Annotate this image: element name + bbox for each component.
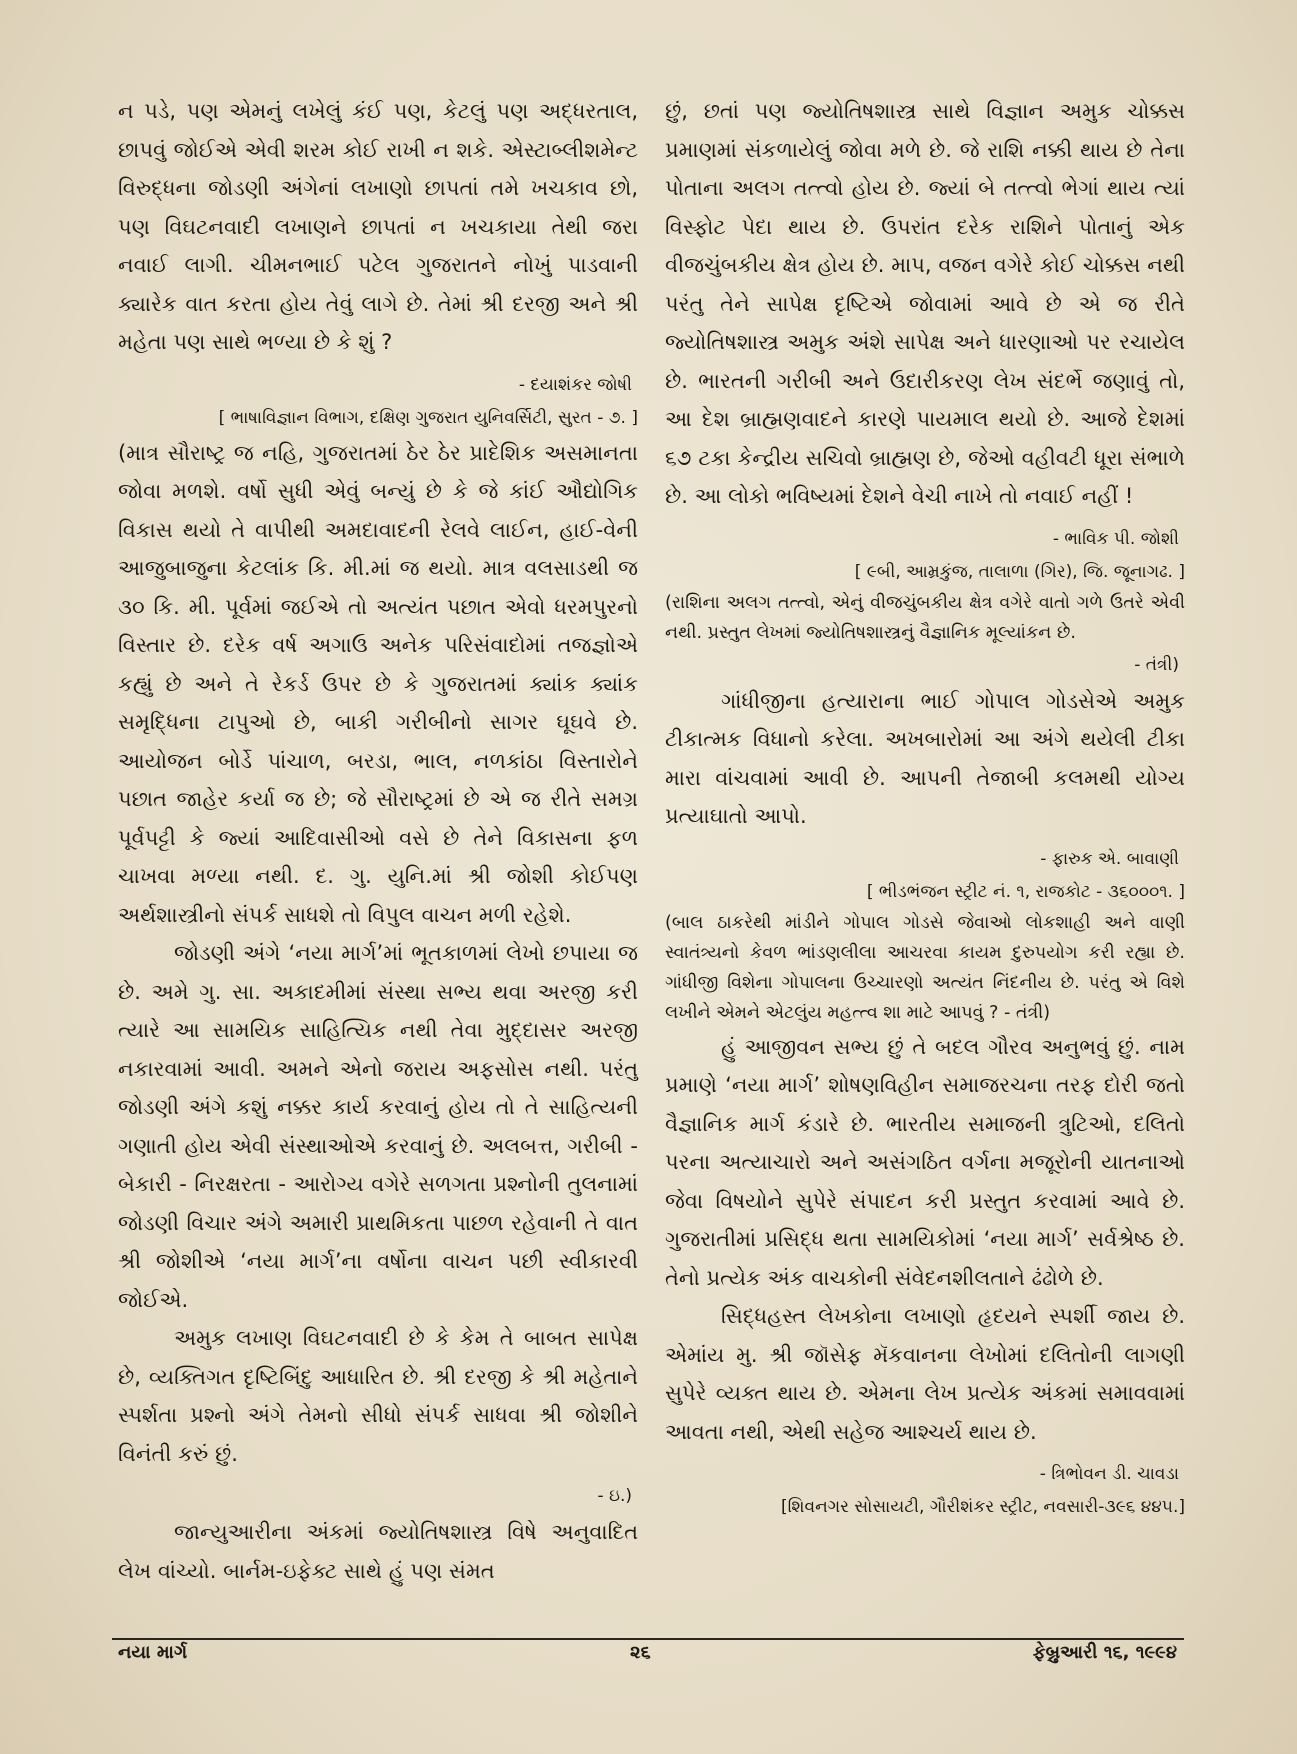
letter-paragraph: ગાંધીજીના હત્યારાના ભાઈ ગોપાલ ગોડસેએ અમુક ટીકાત્મક વિધાનો કરેલા. અખબારોમાં આ અંગે થયેલી ટીકા મારા વાંચવામાં આવી છે. આપની તેજાબી કલમથી યોગ્ય પ્રત્યાઘાતો આપો. [665, 688, 1185, 828]
editor-reply-paragraph: જોડણી અંગે ‘નયા માર્ગ’માં ભૂતકાળમાં લેખો છપાયા જ છે. અમે ગુ. સા. અકાદમીમાં સંસ્થા સભ્ય થવા અરજી કરી ત્યારે આ સામયિક સાહિત્યિક નથી તેવા મુદ્દાસર અરજી નકારવામાં આવી. અમને એનો જરાય અફસોસ નથી. પરંતુ જોડણી અંગે કશું નક્કર કાર્ય કરવાનું હોય તો તે સાહિત્યની ગણાતી હોય એવી સંસ્થાઓએ કરવાનું છે. અલબત્ત, ગરીબી - બેકારી - નિરક્ષરતા - આરોગ્ય વગેરે સળગતા પ્રશ્નોની તુલનામાં જોડણી વિચાર અંગે અમારી પ્રાથમિકતા પાછળ રહેવાની તે વાત શ્રી જોશીએ ‘નયા માર્ગ’ના વર્ષોના વાચન પછી સ્વીકારવી જોઈએ. [118, 941, 638, 1312]
letter-paragraph: હું આજીવન સભ્ય છું તે બદલ ગૌરવ અનુભવું છું. નામ પ્રમાણે ‘નયા માર્ગ’ શોષણવિહીન સમાજરચના તરફ દોરી જતો વૈજ્ઞાનિક માર્ગ કંડારે છે. ભારતીય સમાજની ત્રુટિઓ, દલિતો પરના અત્યાચારો અને અસંગઠિત વર્ગના મજૂરોની યાતનાઓ જેવા વિષયોને સુપેરે સંપાદન કરી પ્રસ્તુત કરવામાં આવે છે. ગુજરાતીમાં પ્રસિદ્ધ થતા સામયિકોમાં ‘નયા માર્ગ’ સર્વશ્રેષ્ઠ છે. તેનો પ્રત્યેક અંક વાચકોની સંવેદનશીલતાને ઢંઢોળે છે. [665, 1034, 1185, 1290]
letter-paragraph: છું, છતાં પણ જ્યોતિષશાસ્ત્ર સાથે વિજ્ઞાન અમુક ચોક્કસ પ્રમાણમાં સંકળાયેલું જોવા મળે છે. જે રાશિ નક્કી થાય છે તેના પોતાના અલગ તત્ત્વો હોય છે. જ્યાં બે તત્ત્વો ભેગાં થાય ત્યાં વિસ્ફોટ પેદા થાય છે. ઉપરાંત દરેક રાશિને પોતાનું એક વીજચુંબકીય ક્ષેત્ર હોય છે. માપ, વજન વગેરે કોઈ ચોક્કસ નથી પરંતુ તેને સાપેક્ષ દૃષ્ટિએ જોવામાં આવે છે એ જ રીતે જ્યોતિષશાસ્ત્ર અમુક અંશે સાપેક્ષ અને ધારણાઓ પર રચાયેલ છે. ભારતની ગરીબી અને ઉદારીકરણ લેખ સંદર્ભે જણાવું તો, આ દેશ બ્રાહ્મણવાદને કારણે પાયમાલ થયો છે. આજે દેશમાં ૬૭ ટકા કેન્દ્રીય સચિવો બ્રાહ્મણ છે, જેઓ વહીવટી ધૂરા સંભાળે છે. આ લોકો ભવિષ્યમાં દેશને વેચી નાખે તો નવાઈ નહીં ! [665, 99, 1185, 508]
page-number: ૨૬ [630, 1642, 651, 1663]
letter-paragraph: સિદ્ધહસ્ત લેખકોના લખાણો હૃદયને સ્પર્શી જાય છે. એમાંય મુ. શ્રી જૉસેફ મૅકવાનના લેખોમાં દલિતોની લાગણી સુપેરે વ્યક્ત થાય છે. એમના લેખ પ્રત્યેક અંકમાં સમાવવામાં આવતા નથી, એથી સહેજ આશ્ચર્ય થાય છે. [665, 1304, 1185, 1444]
address: [ ભીડભંજન સ્ટ્રીટ નં. ૧, રાજકોટ - ૩૬૦૦૦૧. ] [866, 881, 1185, 902]
signature: - દયાશંકર જોષી [518, 374, 632, 395]
editor-note: (રાશિના અલગ તત્ત્વો, એનું વીજચુંબકીય ક્ષેત્ર વગેરે વાતો ગળે ઉતરે એવી નથી. પ્રસ્તુત લેખમાં જ્યોતિષશાસ્ત્રનું વૈજ્ઞાનિક મૂલ્યાંકન છે. [665, 592, 1185, 643]
editor-reply-paragraph: (માત્ર સૌરાષ્ટ્ર જ નહિ, ગુજરાતમાં ઠેર ઠેર પ્રાદેશિક અસમાનતા જોવા મળશે. વર્ષો સુધી એવું બન્યું છે કે જે કાંઈ ઔદ્યોગિક વિકાસ થયો તે વાપીથી અમદાવાદની રેલવે લાઈન, હાઈ-વેની આજુબાજુના કેટલાંક કિ. મી.માં જ થયો. માત્ર વલસાડથી જ ૩૦ કિ. મી. પૂર્વમાં જઈએ તો અત્યંત પછાત એવો ધરમપુરનો વિસ્તાર છે. દરેક વર્ષ અગાઉ અનેક પરિસંવાદોમાં તજજ્ઞોએ કહ્યું છે અને તે રેકર્ડ ઉપર છે કે ગુજરાતમાં ક્યાંક ક્યાંક સમૃદ્ધિના ટાપુઓ છે, બાકી ગરીબીનો સાગર ઘૂઘવે છે. આયોજન બોર્ડે પાંચાળ, બરડા, ભાલ, નળકાંઠા વિસ્તારોને પછાત જાહેર કર્યા જ છે; જે સૌરાષ્ટ્રમાં છે એ જ રીતે સમગ્ર પૂર્વપટ્ટી કે જ્યાં આદિવાસીઓ વસે છે તેને વિકાસના ફળ ચાખવા મળ્યા નથી. દ. ગુ. યુનિ.માં શ્રી જોશી કોઈપણ અર્થશાસ્ત્રીનો સંપર્ક સાધશે તો વિપુલ વાચન મળી રહેશે. [118, 440, 638, 927]
editor-signature: - ઇ.) [597, 1486, 632, 1506]
right-column [665, 92, 1185, 1523]
magazine-name: નયા માર્ગ [118, 1642, 188, 1663]
address: [ ભાષાવિજ્ઞાન વિભાગ, દક્ષિણ ગુજરાત યુનિવર્સિટી, સુરત - ૭. ] [218, 407, 638, 428]
editor-signature: - તંત્રી) [1134, 654, 1179, 675]
editor-note: (બાલ ઠાકરેથી માંડીને ગોપાલ ગોડસે જેવાઓ લોકશાહી અને વાણી સ્વાતંત્ર્યનો કેવળ ભાંડણલીલા આચરવા કાયમ દુરુપયોગ કરી રહ્યા છે. ગાંધીજી વિશેના ગોપાલના ઉચ્ચારણો અત્યંત નિંદનીય છે. પરંતુ એ વિશે લખીને એમને એટલુંય મહત્ત્વ શા માટે આપવું ? - તંત્રી) [665, 912, 1185, 1023]
letter-paragraph: જાન્યુઆરીના અંકમાં જ્યોતિષશાસ્ત્ર વિષે અનુવાદિત લેખ વાંચ્યો. બાર્નમ-ઇફેક્ટ સાથે હું પણ સંમત [118, 1520, 638, 1583]
left-column [118, 92, 638, 1590]
editor-reply-paragraph: અમુક લખાણ વિઘટનવાદી છે કે કેમ તે બાબત સાપેક્ષ છે, વ્યક્તિગત દૃષ્ટિબિંદુ આધારિત છે. શ્રી દરજી કે શ્રી મહેતાને સ્પર્શતા પ્રશ્નો અંગે તેમનો સીધો સંપર્ક સાધવા શ્રી જોશીને વિનંતી કરું છું. [118, 1326, 638, 1466]
signature: - ત્રિભોવન ડી. ચાવડા [1039, 1464, 1179, 1484]
address: [ ૯બી, આમ્રકુંજ, તાલાળા (ગિર), જિ. જૂનાગઢ. ] [854, 561, 1185, 582]
signature: - ભાવિક પી. જોશી [1052, 528, 1179, 549]
signature: - ફારુક એ. બાવાણી [1040, 848, 1179, 869]
address: [શિવનગર સોસાયટી, ગૌરીશંકર સ્ટ્રીટ, નવસારી-૩૯૬ ૪૪૫.] [780, 1497, 1185, 1517]
issue-date: ફેબ્રુઆરી ૧૬, ૧૯૯૪ [1032, 1642, 1177, 1663]
footer-rule [112, 1638, 1184, 1640]
letter-paragraph: ન પડે, પણ એમનું લખેલું કંઈ પણ, કેટલું પણ અદ્ધરતાલ, છાપવું જોઈએ એવી શરમ કોઈ રાખી ન શકે. એસ્ટાબ્લીશમેન્ટ વિરુદ્ધના જોડણી અંગેનાં લખાણો છાપતાં તમે ખચકાવ છો, પણ વિઘટનવાદી લખાણને છાપતાં ન ખચકાયા તેથી જરા નવાઈ લાગી. ચીમનભાઈ પટેલ ગુજરાતને નોખું પાડવાની ક્યારેક વાત કરતા હોય તેવું લાગે છે. તેમાં શ્રી દરજી અને શ્રી મહેતા પણ સાથે ભળ્યા છે કે શું ? [118, 99, 638, 354]
